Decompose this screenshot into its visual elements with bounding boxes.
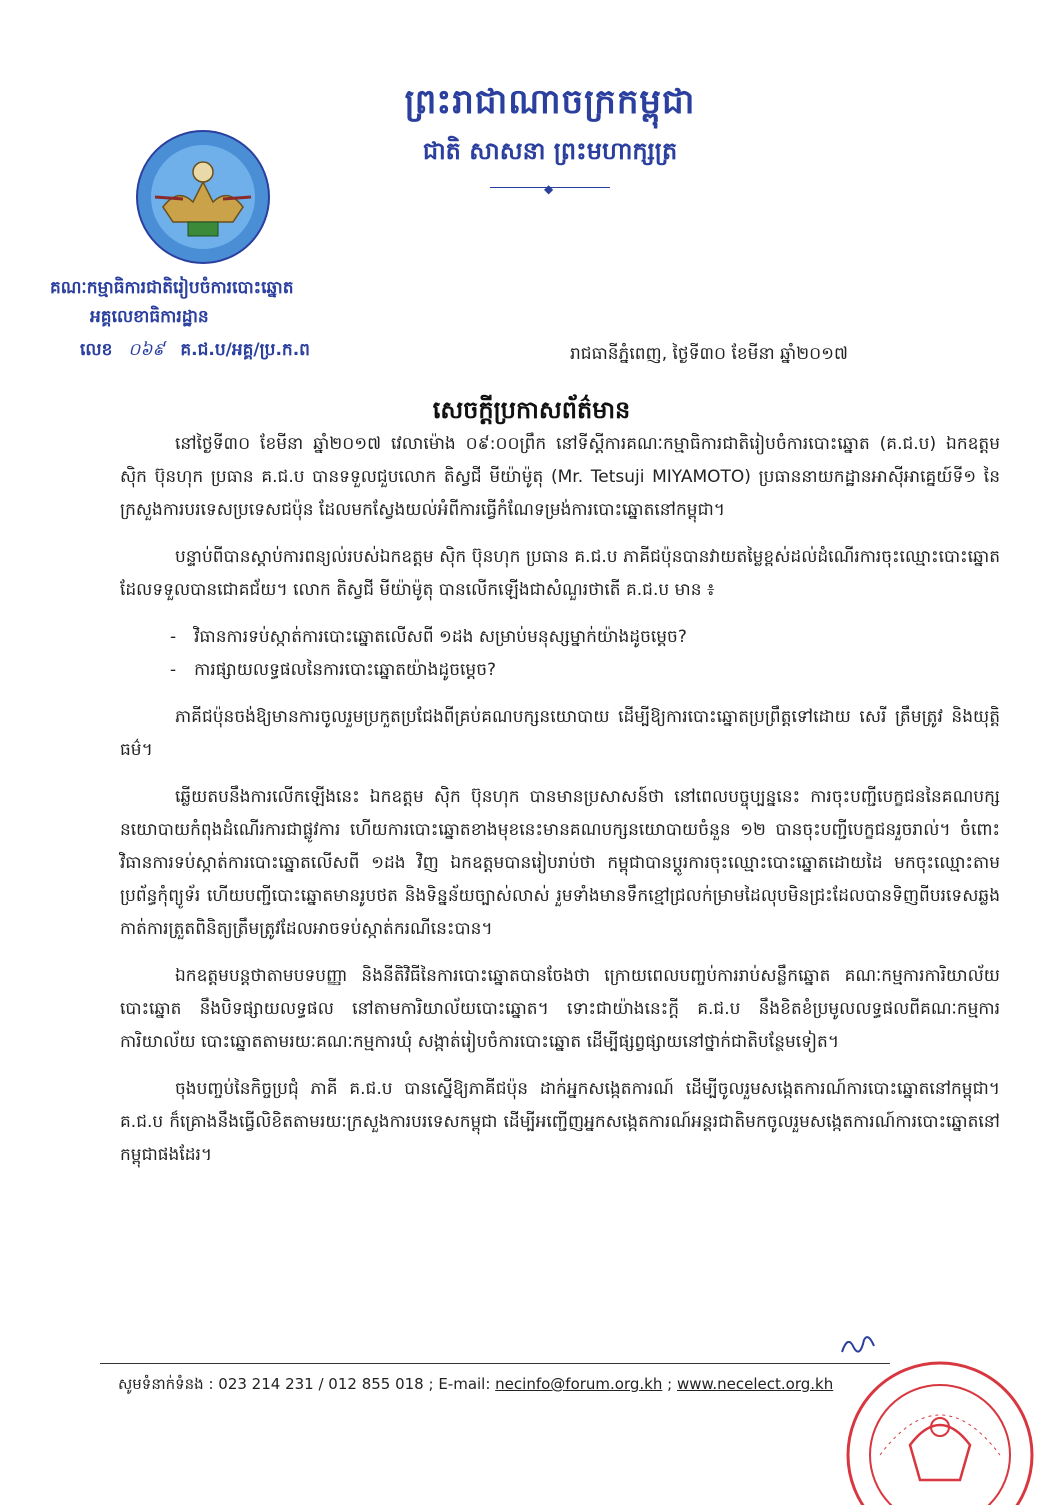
national-header bbox=[380, 80, 720, 195]
footer-divider bbox=[100, 1363, 890, 1364]
organization-name: គណៈកម្មាធិការជាតិរៀបចំការបោះឆ្នោត bbox=[50, 278, 294, 298]
question-item-2: - ការផ្សាយលទ្ធផលនៃការបោះឆ្នោតយ៉ាងដូចម្តេច? bbox=[170, 654, 1000, 687]
kingdom-title: ព្រះរាជាណាចក្រកម្ពុជា bbox=[404, 82, 696, 122]
national-motto: ជាតិ សាសនា ព្រះមហាក្សត្រ bbox=[422, 136, 678, 165]
nec-logo-emblem bbox=[133, 127, 273, 267]
paragraph-1: នៅថ្ងៃទី៣០ ខែមីនា ឆ្នាំ២០១៧ វេលាម៉ោង ០៩:០០ព្រឹក នៅទីស្តីការគណៈកម្មាធិការជាតិរៀបចំការបោះឆ្នោត (គ.ជ.ប) ឯកឧត្តម ស៊ិក ប៊ុនហុក ប្រធាន គ.ជ.ប បានទទួលជួបលោក តិស្វជី មីយ៉ាម៉ូតុ (Mr. Tetsuji MIYAMOTO) ប្រធាននាយកដ្ឋានអាស៊ីអាគ្នេយ៍ទី១ នៃក្រសួងការបរទេសប្រទេសជប៉ុន ដែលមកស្វែងយល់អំពីការធ្វើកំណែទម្រង់ការបោះឆ្នោតនៅកម្ពុជា។ bbox=[120, 434, 1000, 520]
reference-number-value: ០៦៩ bbox=[128, 340, 165, 360]
paragraph-4: ឆ្លើយតបនឹងការលើកឡើងនេះ ឯកឧត្តម ស៊ិក ប៊ុនហុក បានមានប្រសាសន៍ថា នៅពេលបច្ចុប្បន្ននេះ ការចុះបញ្ជីបេក្ខជននៃគណបក្សនយោបាយកំពុងដំណើរការជាផ្លូវការ ហើយការបោះឆ្នោតខាងមុខនេះមានគណបក្សនយោបាយចំនួន ១២ បានចុះបញ្ជីបេក្ខជនរួចរាល់។ ចំពោះ វិធានការទប់ស្កាត់ការបោះឆ្នោតលើសពី ១ដង វិញ ឯកឧត្តមបានរៀបរាប់ថា កម្ពុជាបានប្តូរការចុះឈ្មោះបោះឆ្នោតដោយដៃ មកចុះឈ្មោះតាមប្រព័ន្ធកុំព្យូទ័រ ហើយបញ្ជីបោះឆ្នោតមានរូបថត និងទិន្នន័យច្បាស់លាស់ រួមទាំងមានទឹកខ្មៅជ្រលក់ម្រាមដៃលុបមិនជ្រះដែលបានទិញពីបរទេសឆ្លងកាត់ការត្រួតពិនិត្យត្រឹមត្រូវដែលអាចទប់ស្កាត់ករណីនេះបាន។ bbox=[120, 787, 1000, 939]
document-body bbox=[120, 428, 1000, 1186]
email-link[interactable]: necinfo@forum.org.kh bbox=[495, 1375, 663, 1393]
date-line: រាជធានីភ្នំពេញ, ថ្ងៃទី៣០ ខែមីនា ឆ្នាំ២០១៧ bbox=[570, 344, 848, 364]
question-item-1: - វិធានការទប់ស្កាត់ការបោះឆ្នោតលើសពី ១ដង សម្រាប់មនុស្សម្នាក់យ៉ាងដូចម្តេច? bbox=[170, 621, 1000, 654]
footer-separator: ; bbox=[662, 1375, 677, 1393]
footer-contact bbox=[118, 1375, 833, 1397]
paragraph-3: ភាគីជប៉ុនចង់ឱ្យមានការចូលរួមប្រកួតប្រជែងពីគ្រប់គណបក្សនយោបាយ ដើម្បីឱ្យការបោះឆ្នោតប្រព្រឹត្តទៅដោយ សេរី ត្រឹមត្រូវ និងយុត្តិធម៌។ bbox=[120, 707, 1000, 760]
question-list bbox=[170, 621, 1000, 687]
secretariat-name: អគ្គលេខាធិការដ្ឋាន bbox=[90, 307, 209, 327]
footer-contact-text: សូមទំនាក់ទំនង : 023 214 231 / 012 855 018 ; E-mail: bbox=[118, 1375, 496, 1393]
website-link[interactable]: www.necelect.org.kh bbox=[676, 1375, 834, 1393]
paragraph-6: ចុងបញ្ចប់នៃកិច្ចប្រជុំ ភាគី គ.ជ.ប បានស្នើឱ្យភាគីជប៉ុន ដាក់អ្នកសង្កេតការណ៍ ដើម្បីចូលរួមសង្កេតការណ៍ការបោះឆ្នោតនៅកម្ពុជា។ គ.ជ.ប ក៏គ្រោងនឹងធ្វើលិខិតតាមរយៈក្រសួងការបរទេសកម្ពុជា ដើម្បីអញ្ជើញអ្នកសង្កេតការណ៍អន្តរជាតិមកចូលរួមសង្កេតការណ៍ការបោះឆ្នោតនៅកម្ពុជាផងដែរ។ bbox=[120, 1079, 1000, 1165]
paragraph-2: បន្ទាប់ពីបានស្តាប់ការពន្យល់របស់ឯកឧត្តម ស៊ិក ប៊ុនហុក ប្រធាន គ.ជ.ប ភាគីជប៉ុនបានវាយតម្លៃខ្ពស់ដល់ដំណើរការចុះឈ្មោះបោះឆ្នោតដែលទទួលបានជោគជ័យ។ លោក តិស្វជី មីយ៉ាម៉ូតុ បានលើកឡើងជាសំណួរថាតើ គ.ជ.ប មាន ៖ bbox=[120, 547, 1000, 600]
reference-label: លេខ bbox=[80, 340, 113, 360]
reference-number bbox=[80, 339, 410, 364]
document-title: សេចក្តីប្រកាសព័ត៌មាន bbox=[432, 396, 631, 424]
paragraph-5: ឯកឧត្តមបន្តថាតាមបទបញ្ញា និងនីតិវិធីនៃការបោះឆ្នោតបានចែងថា ក្រោយពេលបញ្ចប់ការរាប់សន្លឹកឆ្នោត គណៈកម្មការការិយាល័យបោះឆ្នោត នឹងបិទផ្សាយលទ្ធផល នៅតាមការិយាល័យបោះឆ្នោត។ ទោះជាយ៉ាងនេះក្តី គ.ជ.ប នឹងខិតខំប្រមូលលទ្ធផលពីគណៈកម្មការការិយាល័យ បោះឆ្នោតតាមរយៈគណៈកម្មការឃុំ សង្កាត់រៀបចំការបោះឆ្នោត ដើម្បីផ្សព្វផ្សាយនៅថ្នាក់ជាតិបន្ថែមទៀត។ bbox=[120, 966, 1000, 1052]
header-ornament: ◆ bbox=[490, 181, 610, 195]
reference-code: គ.ជ.ប/អគ្គ/ប្រ.ក.ព bbox=[180, 340, 310, 360]
organization-block bbox=[50, 277, 410, 364]
official-seal-stamp bbox=[840, 1355, 1040, 1505]
